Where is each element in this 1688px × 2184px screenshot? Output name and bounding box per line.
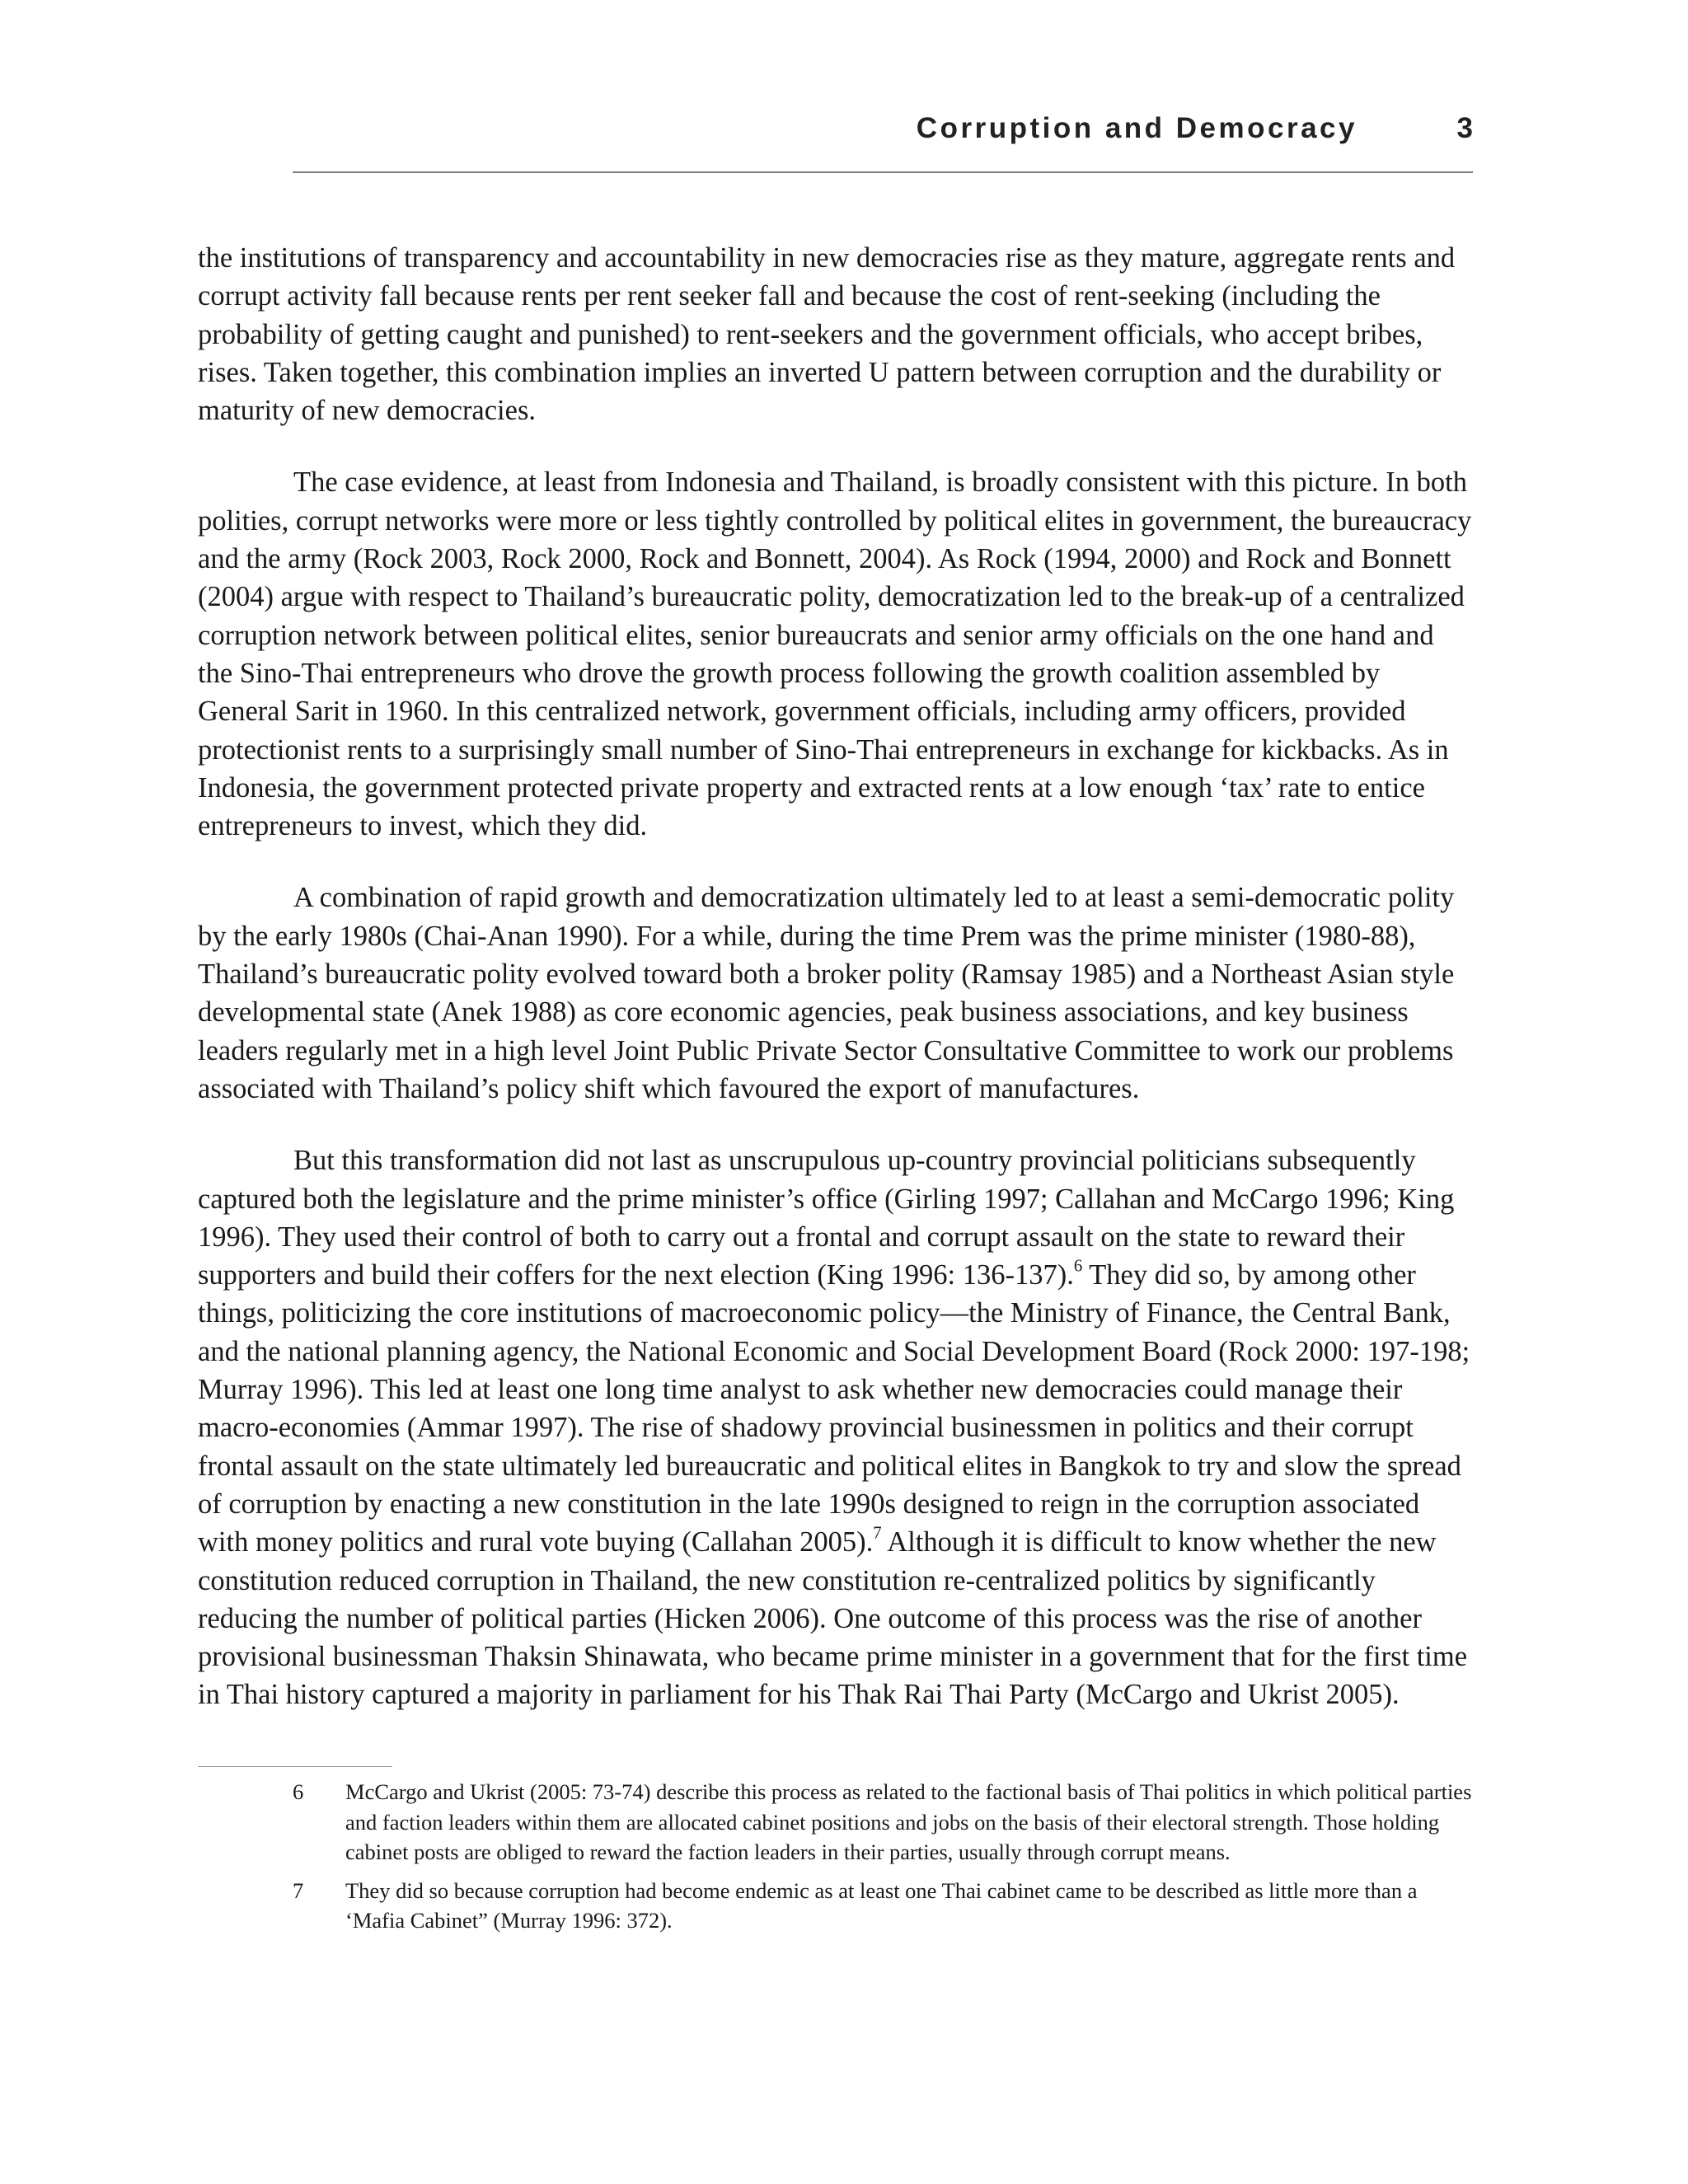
paragraph-text: the institutions of transparency and accountability in new democracies rise as they mature, aggregate rents and corrupt activity fall because rents per rent seeker fall and because the cost of rent-seeking (including the probability of getting caught and punished) to rent-seekers and the government officials, who accept bribes, rises. Taken together, this combination implies an inverted U pattern between corruption and the durability or maturity of new democracies. bbox=[198, 242, 1456, 427]
paragraph-text: They did so, by among other things, politicizing the core institutions of macroeconomic policy—the Ministry of Finance, the Central Bank, and the national planning agency, the National Economic and Social Development Board (Rock 2000: 197-198; Murray 1996). This led at least one long time analyst to ask whether new democracies could manage their macro-economies (Ammar 1997). The rise of shadowy provincial businessmen in politics and their corrupt frontal assault on the state ultimately led bureaucratic and political elites in Bangkok to try and slow the spread of corruption by enacting a new constitution in the late 1990s designed to reign in the corruption associated with money politics and rural vote buying (Callahan 2005). bbox=[198, 1259, 1470, 1558]
paragraph-text: Although it is difficult to know whether the new constitution reduced corruption in Thailand, the new constitution re-centralized politics by significantly reducing the number of political parties (Hicken 2006). One outcome of this process was the rise of another provisional businessman Thaksin Shinawata, who became prime minister in a government that for the first time in Thai history captured a majority in parliament for his Thak Rai Thai Party (McCargo and Ukrist 2005). bbox=[198, 1526, 1468, 1711]
paragraph bbox=[198, 1141, 1474, 1713]
body-text bbox=[198, 239, 1474, 1748]
footnote bbox=[293, 1876, 1473, 1936]
footnotes bbox=[293, 1777, 1473, 1944]
footnote-divider bbox=[198, 1766, 392, 1767]
running-title: Corruption and Democracy bbox=[916, 112, 1357, 144]
footnote-text: They did so because corruption had become endemic as at least one Thai cabinet came to be described as little more than a ‘Mafia Cabinet” (Murray 1996: 372). bbox=[345, 1877, 1418, 1933]
paragraph-text: But this transformation did not last as unscrupulous up-country provincial politicians subsequently captured both the legislature and the prime minister’s office (Girling 1997; Callahan and McCargo 1996; King 1996). They used their control of both to carry out a frontal and corrupt assault on the state to reward their supporters and build their coffers for the next election (King 1996: 136-137). bbox=[198, 1145, 1455, 1291]
footnote-number: 7 bbox=[293, 1877, 304, 1903]
paragraph bbox=[198, 879, 1474, 1108]
page-number: 3 bbox=[1456, 112, 1473, 144]
running-header bbox=[293, 112, 1473, 173]
paragraph-text: The case evidence, at least from Indonesia and Thailand, is broadly consistent with this picture. In both polities, corrupt networks were more or less tightly controlled by political elites in government, the bureaucracy and the army (Rock 2003, Rock 2000, Rock and Bonnett, 2004). As Rock (1994, 2000) and Rock and Bonnett (2004) argue with respect to Thailand’s bureaucratic polity, democratization led to the break-up of a centralized corruption network between political elites, senior bureaucrats and senior army officials on the one hand and the Sino-Thai entrepreneurs who drove the growth process following the growth coalition assembled by General Sarit in 1960. In this centralized network, government officials, including army officers, provided protectionist rents to a surprisingly small number of Sino-Thai entrepreneurs in exchange for kickbacks. As in Indonesia, the government protected private property and extracted rents at a low enough ‘tax’ rate to entice entrepreneurs to invest, which they did. bbox=[198, 466, 1472, 842]
paragraph bbox=[198, 463, 1474, 845]
footnote-ref: 6 bbox=[1073, 1257, 1083, 1276]
footnote bbox=[293, 1777, 1473, 1868]
paragraph-text: A combination of rapid growth and democratization ultimately led to at least a semi-democratic polity by the early 1980s (Chai-Anan 1990). For a while, during the time Prem was the prime minister (1980-88), Thailand’s bureaucratic polity evolved toward both a broker polity (Ramsay 1985) and a Northeast Asian style developmental state (Anek 1988) as core economic agencies, peak business associations, and key business leaders regularly met in a high level Joint Public Private Sector Consultative Committee to work our problems associated with Thailand’s policy shift which favoured the export of manufactures. bbox=[198, 882, 1455, 1104]
paragraph bbox=[198, 239, 1474, 429]
footnote-number: 6 bbox=[293, 1779, 304, 1804]
footnote-ref: 7 bbox=[873, 1524, 882, 1543]
footnote-text: McCargo and Ukrist (2005: 73-74) describe this process as related to the factional basis of Thai politics in which political parties and faction leaders within them are allocated cabinet positions and jobs on the basis of their electoral strength. Those holding cabinet posts are obliged to reward the faction leaders in their parties, usually through corrupt means. bbox=[345, 1779, 1472, 1864]
